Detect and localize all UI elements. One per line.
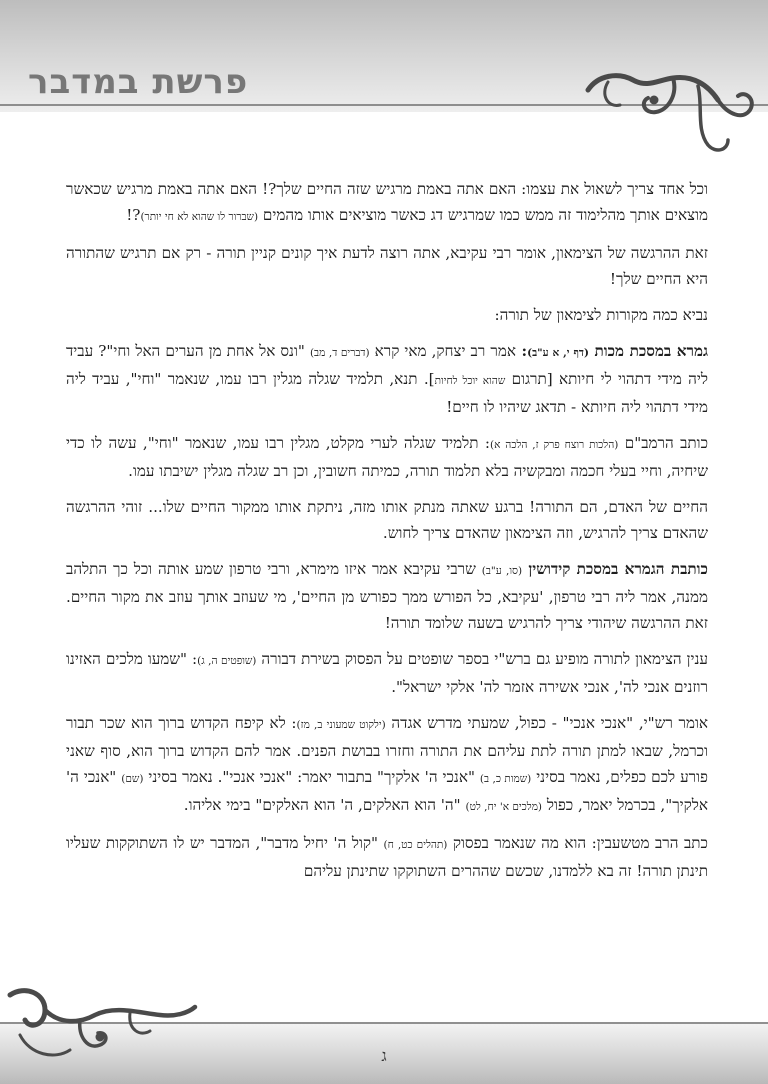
citation-text: (ילקוט שמעוני ב, מז) <box>296 719 386 731</box>
source-heading: כותבת הגמרא במסכת קידושין <box>522 560 708 578</box>
paragraph-text: : תלמיד שגלה לערי מקלט, מגלין רבו עמו, שנאמר "וחי", עשה לו כדי שיחיה, וחיי בעלי חכמה ומבקשיה בלא תלמוד תורה, כמיתה חשובין, וכן רב שגלה מגלין ישיבתו עמו. <box>66 434 708 480</box>
paragraph <box>66 338 708 420</box>
article-body <box>66 176 708 894</box>
paragraph-text: שרבי עקיבא אמר איזו מימרא, ורבי טרפון שמע אותה וכל כך התלהב ממנה, אמר ליה רבי טרפון, 'עקיבא, כל הפורש ממך כפורש מן החיים', מי שעוזב אותך עוזב את מקור החיים. זאת ההרגשה שיהודי צריך להרגיש בשעה שלומד תורה! <box>66 560 708 632</box>
source-heading: : <box>516 342 528 360</box>
paragraph-text: כותב הרמב"ם <box>618 434 708 452</box>
paragraph-text: ?! <box>126 206 141 224</box>
paragraph-text: "קול ה' יחיל מדבר", המדבר יש לו השתוקקות שעליו תינתן תורה! זה בא ללמדנו, שכשם שההרים השתוקקו שתינתן עליהם <box>66 834 708 880</box>
citation-text: (שם) <box>121 773 144 785</box>
citation-text: (שמות כ, ב) <box>479 773 532 785</box>
paragraph-text: אומר רש"י, "אנכי אנכי" - כפול, שמעתי מדרש אגדה <box>385 714 708 732</box>
paragraph-text: "אנכי ה' אלקיך" בתבור יאמר: "אנכי אנכי". נאמר בסיני <box>143 768 480 786</box>
paragraph <box>66 430 708 484</box>
paragraph-text: וכל אחד צריך לשאול את עצמו: האם אתה באמת מרגיש שזה החיים שלך?! האם אתה באמת מרגיש שכאשר מוצאים אותך מהלימוד זה ממש כמו שמרגיש דג כאשר מוציאים אותו מהמים <box>66 180 708 224</box>
citation-text: (סו, ע"ב) <box>481 565 523 577</box>
paragraph <box>66 494 708 546</box>
citation-text: (הלכות רוצח פרק ז, הלכה א) <box>490 439 619 451</box>
paragraph-text: : לא קיפח הקדוש ברוך הוא שכר תבור וכרמל, שבאו למתן תורה לתת עליהם את התורה וחזרו בבושת הפנים. אמר להם הקדוש ברוך הוא, סוף שאני פורע לכם כפלים, נאמר בסיני <box>66 714 708 786</box>
paragraph-text: "אנכי ה' אלקיך", בכרמל יאמר, כפול <box>66 768 708 814</box>
paragraph-text: : "שמעו מלכים האזינו רוזנים אנכי לה', אנכי אשירה אזמר לה' אלקי ישראל". <box>66 650 708 696</box>
source-heading: גמרא במסכת מכות <box>588 342 709 360</box>
paragraph-text: "ה' הוא האלקים, ה' הוא האלקים" בימי אליהו. <box>183 796 466 814</box>
paragraph-text: ]. תנא, תלמיד שגלה מגלין רבו עמו, שנאמר "וחי", עביד ליה מידי דתהוי ליה חיותא - תדאג שיהיו לו חיים! <box>66 370 708 416</box>
paragraph-text: נביא כמה מקורות לצימאון של תורה: <box>494 306 708 324</box>
paragraph-text: כתב הרב מטשעבין: הוא מה שנאמר בפסוק <box>447 834 708 852</box>
citation-text: (דברים ד, מב) <box>309 347 370 359</box>
citation-text: (תהלים כט, ח) <box>383 839 448 851</box>
paragraph <box>66 556 708 636</box>
paragraph <box>66 240 708 292</box>
page-title: פרשת במדבר <box>28 62 249 102</box>
top-ornament-icon <box>578 50 758 160</box>
citation-text: (דף י, א ע"ב) <box>527 347 589 359</box>
paragraph <box>66 710 708 820</box>
paragraph-text: זאת ההרגשה של הצימאון, אומר רבי עקיבא, אתה רוצה לדעת איך קונים קניין תורה - רק אם תרגיש שהתורה היא החיים שלך! <box>66 244 708 288</box>
paragraph <box>66 176 708 230</box>
citation-text: (מלכים א' יח, לט) <box>465 801 543 813</box>
paragraph-text: אמר רב יצחק, מאי קרא <box>369 342 516 360</box>
paragraph <box>66 830 708 884</box>
citation-text: (שופטים ה, ג) <box>197 655 257 667</box>
citation-text: שהוא יוכל לחיות <box>434 375 506 387</box>
paragraph <box>66 646 708 700</box>
bottom-ornament-icon <box>0 975 200 1084</box>
page-number: ג <box>381 1046 387 1065</box>
citation-text: (שברור לו שהוא לא חי יותר) <box>140 211 259 223</box>
paragraph <box>66 302 708 328</box>
paragraph-text: החיים של האדם, הם התורה! ברגע שאתה מנתק אותו מזה, ניתקת אותו ממקור החיים שלו... זוהי ההרגשה שהאדם צריך להרגיש, וזה הצימאון שהאדם צריך לחוש. <box>66 498 708 542</box>
paragraph-text: ענין הצימאון לתורה מופיע גם ברש"י בספר שופטים על הפסוק בשירת דבורה <box>256 650 709 668</box>
paragraph-text: "ונס אל אחת מן הערים האל וחי"? עביד ליה מידי דתהוי לי חיותא [תרגום <box>66 342 709 388</box>
